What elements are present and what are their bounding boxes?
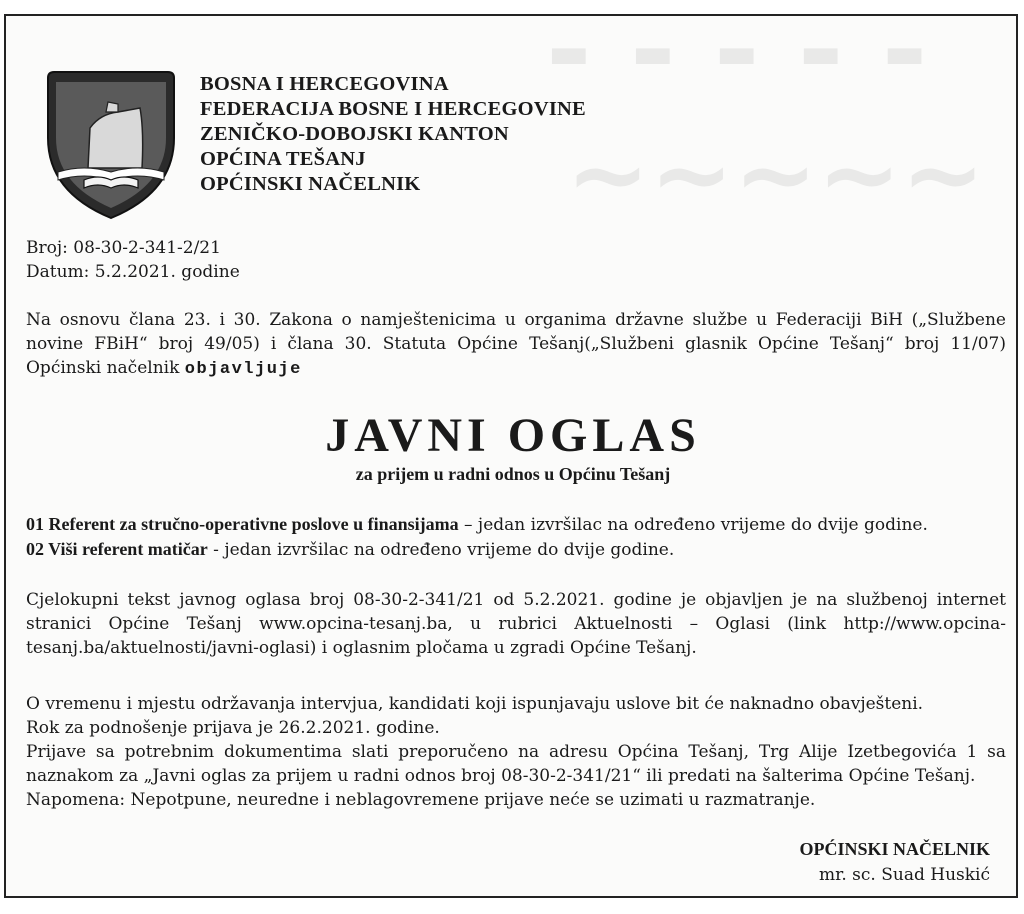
positions-list bbox=[26, 512, 1006, 562]
header-line-canton: ZENIČKO-DOBOJSKI KANTON bbox=[200, 123, 509, 145]
notes-section bbox=[26, 692, 1006, 812]
bleed-through-decoration-2: ~~~~~ bbox=[566, 116, 985, 233]
intro-paragraph bbox=[26, 308, 1006, 382]
position-title: 02 Viši referent matičar bbox=[26, 539, 208, 559]
interview-note: O vremenu i mjestu održavanja intervjua, kandidati koji ispunjavaju uslove bit će naknadno obavješteni. bbox=[26, 694, 924, 714]
header-line-country: BOSNA I HERCEGOVINA bbox=[200, 73, 449, 95]
notice-frame bbox=[4, 0, 1018, 898]
header-line-federation: FEDERACIJA BOSNE I HERCEGOVINE bbox=[200, 98, 586, 120]
signature-role: OPĆINSKI NAČELNIK bbox=[799, 839, 990, 859]
notice-title: JAVNI OGLAS bbox=[325, 409, 701, 462]
fulltext-paragraph: Cjelokupni tekst javnog oglasa broj 08-30-2-341/21 od 5.2.2021. godine je objavljen je na službenoj internet stranici Općine Tešanj www.opcina-tesanj.ba, u rubrici Aktuelnosti – Oglasi (link http://www.opcina-tesanj.ba/aktuelnosti/javni-oglasi) i oglasnim pločama u zgradi Općine Tešanj. bbox=[26, 590, 1006, 658]
position-detail: - jedan izvršilac na određeno vrijeme do dvije godine. bbox=[207, 540, 675, 560]
position-item bbox=[26, 512, 1006, 537]
submission-note: Prijave sa potrebnim dokumentima slati preporučeno na adresu Općina Tešanj, Trg Alije Izetbegovića 1 sa naznakom za „Javni oglas za prijem u radni odnos broj 08-30-2-341/21“ ili predati na šalterima Općine Tešanj. bbox=[26, 742, 1006, 786]
intro-verb: objavljuje bbox=[184, 360, 302, 379]
notice-subtitle: za prijem u radni odnos u Općinu Tešanj bbox=[355, 464, 671, 484]
document-date: Datum: 5.2.2021. godine bbox=[26, 262, 240, 282]
coat-of-arms-icon bbox=[44, 68, 178, 222]
header-line-office: OPĆINSKI NAČELNIK bbox=[200, 173, 421, 195]
intro-text: Na osnovu člana 23. i 30. Zakona o namještenicima u organima državne službe u Federaciji BiH („Službene novine FBiH“ broj 49/05) i člana 30. Statuta Općine Tešanj(„Službeni glasnik Općine Tešanj“ broj 11/07) Općinski načelnik bbox=[26, 310, 1006, 378]
position-item bbox=[26, 537, 1006, 562]
remark-note: Napomena: Nepotpune, neuredne i neblagovremene prijave neće se uzimati u razmatranje. bbox=[26, 790, 816, 810]
signature-block bbox=[799, 836, 990, 888]
position-detail: – jedan izvršilac na određeno vrijeme do dvije godine. bbox=[458, 515, 928, 535]
deadline-note: Rok za podnošenje prijava je 26.2.2021. godine. bbox=[26, 718, 440, 738]
bleed-through-decoration: - - - - - bbox=[546, 0, 928, 114]
document-meta bbox=[26, 236, 240, 284]
document-number: Broj: 08-30-2-341-2/21 bbox=[26, 238, 221, 258]
header-line-municipality: OPĆINA TEŠANJ bbox=[200, 148, 366, 170]
institution-header bbox=[200, 72, 586, 197]
signature-name: mr. sc. Suad Huskić bbox=[818, 865, 990, 885]
position-title: 01 Referent za stručno-operativne poslove u finansijama bbox=[26, 514, 459, 534]
